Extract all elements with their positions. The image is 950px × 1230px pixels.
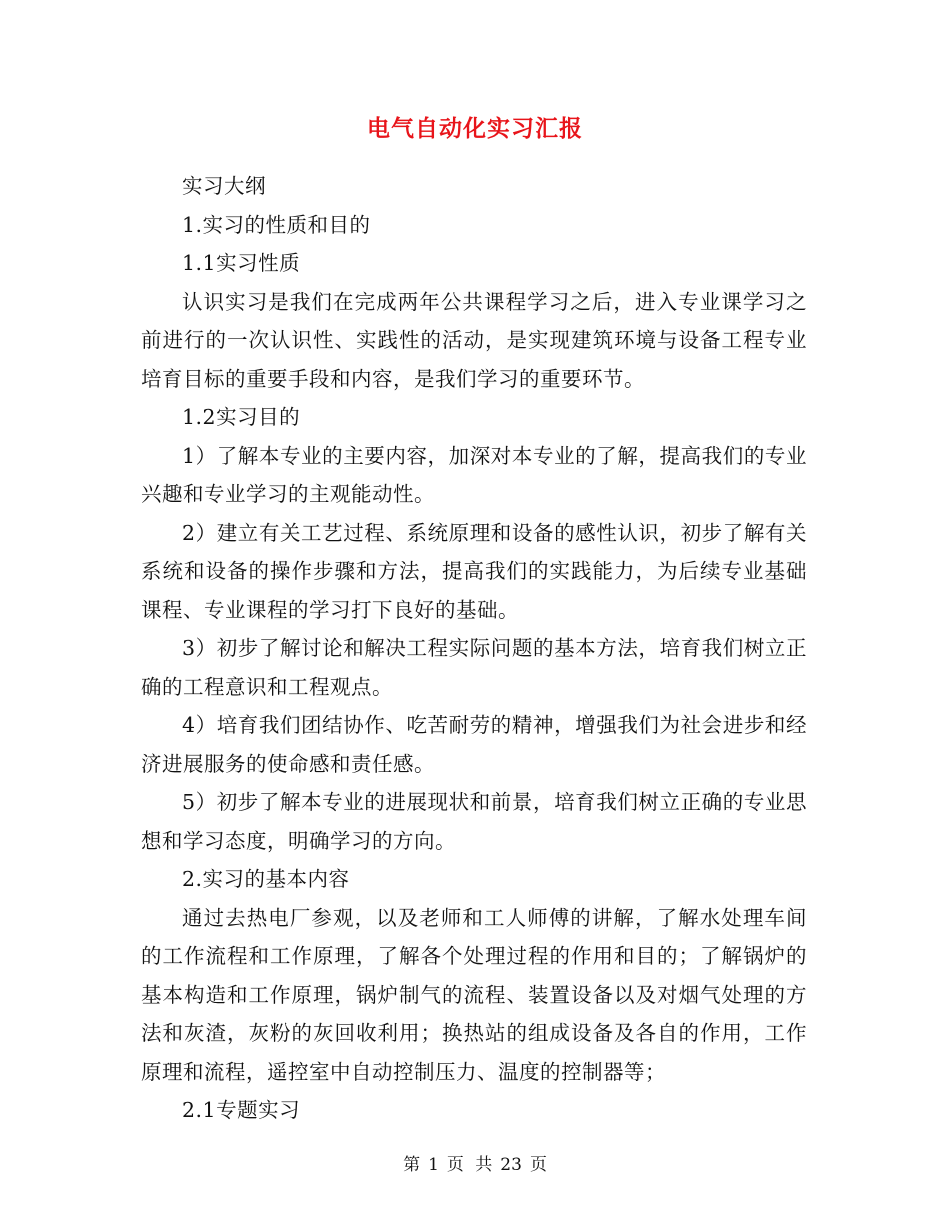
paragraph-goal-5: 5）初步了解本专业的进展现状和前景，培育我们树立正确的专业思想和学习态度，明确学习的方向。 <box>141 790 807 853</box>
footer-suffix: 页 <box>529 1155 547 1175</box>
section-heading-2-1: 2.1专题实习 <box>182 1098 301 1122</box>
footer-total-pages: 23 <box>500 1155 522 1175</box>
footer-prefix: 第 <box>403 1155 421 1175</box>
paragraph-goal-1: 1）了解本专业的主要内容，加深对本专业的了解，提高我们的专业兴趣和专业学习的主观能动性。 <box>141 443 807 506</box>
paragraph-goal-2: 2）建立有关工艺过程、系统原理和设备的感性认识，初步了解有关系统和设备的操作步骤和方法，提高我们的实践能力，为后续专业基础课程、专业课程的学习打下良好的基础。 <box>141 520 807 622</box>
section-heading-outline: 实习大纲 <box>182 174 266 198</box>
section-heading-1: 1.实习的性质和目的 <box>182 212 371 237</box>
section-heading-1-2: 1.2实习目的 <box>182 405 301 429</box>
paragraph-goal-4: 4）培育我们团结协作、吃苦耐劳的精神，增强我们为社会进步和经济进展服务的使命感和责任感。 <box>141 713 807 776</box>
page-footer <box>0 1153 950 1177</box>
paragraph-content: 通过去热电厂参观，以及老师和工人师傅的讲解，了解水处理车间的工作流程和工作原理，了解各个处理过程的作用和目的；了解锅炉的基本构造和工作原理，锅炉制气的流程、装置设备以及对烟气处理的方法和灰渣，灰粉的灰回收利用；换热站的组成设备及各自的作用，工作原理和流程，遥控室中自动控制压力、温度的控制器等； <box>141 905 807 1084</box>
document-title: 电气自动化实习汇报 <box>367 116 583 142</box>
paragraph-nature: 认识实习是我们在完成两年公共课程学习之后，进入专业课学习之前进行的一次认识性、实践性的活动，是实现建筑环境与设备工程专业培育目标的重要手段和内容，是我们学习的重要环节。 <box>141 289 807 391</box>
footer-mid: 页 共 <box>446 1155 493 1175</box>
section-heading-1-1: 1.1实习性质 <box>182 251 301 275</box>
paragraph-goal-3: 3）初步了解讨论和解决工程实际问题的基本方法，培育我们树立正确的工程意识和工程观点。 <box>141 636 807 699</box>
section-heading-2: 2.实习的基本内容 <box>182 867 350 891</box>
footer-page-number: 1 <box>428 1155 439 1175</box>
document-body <box>141 167 807 1130</box>
